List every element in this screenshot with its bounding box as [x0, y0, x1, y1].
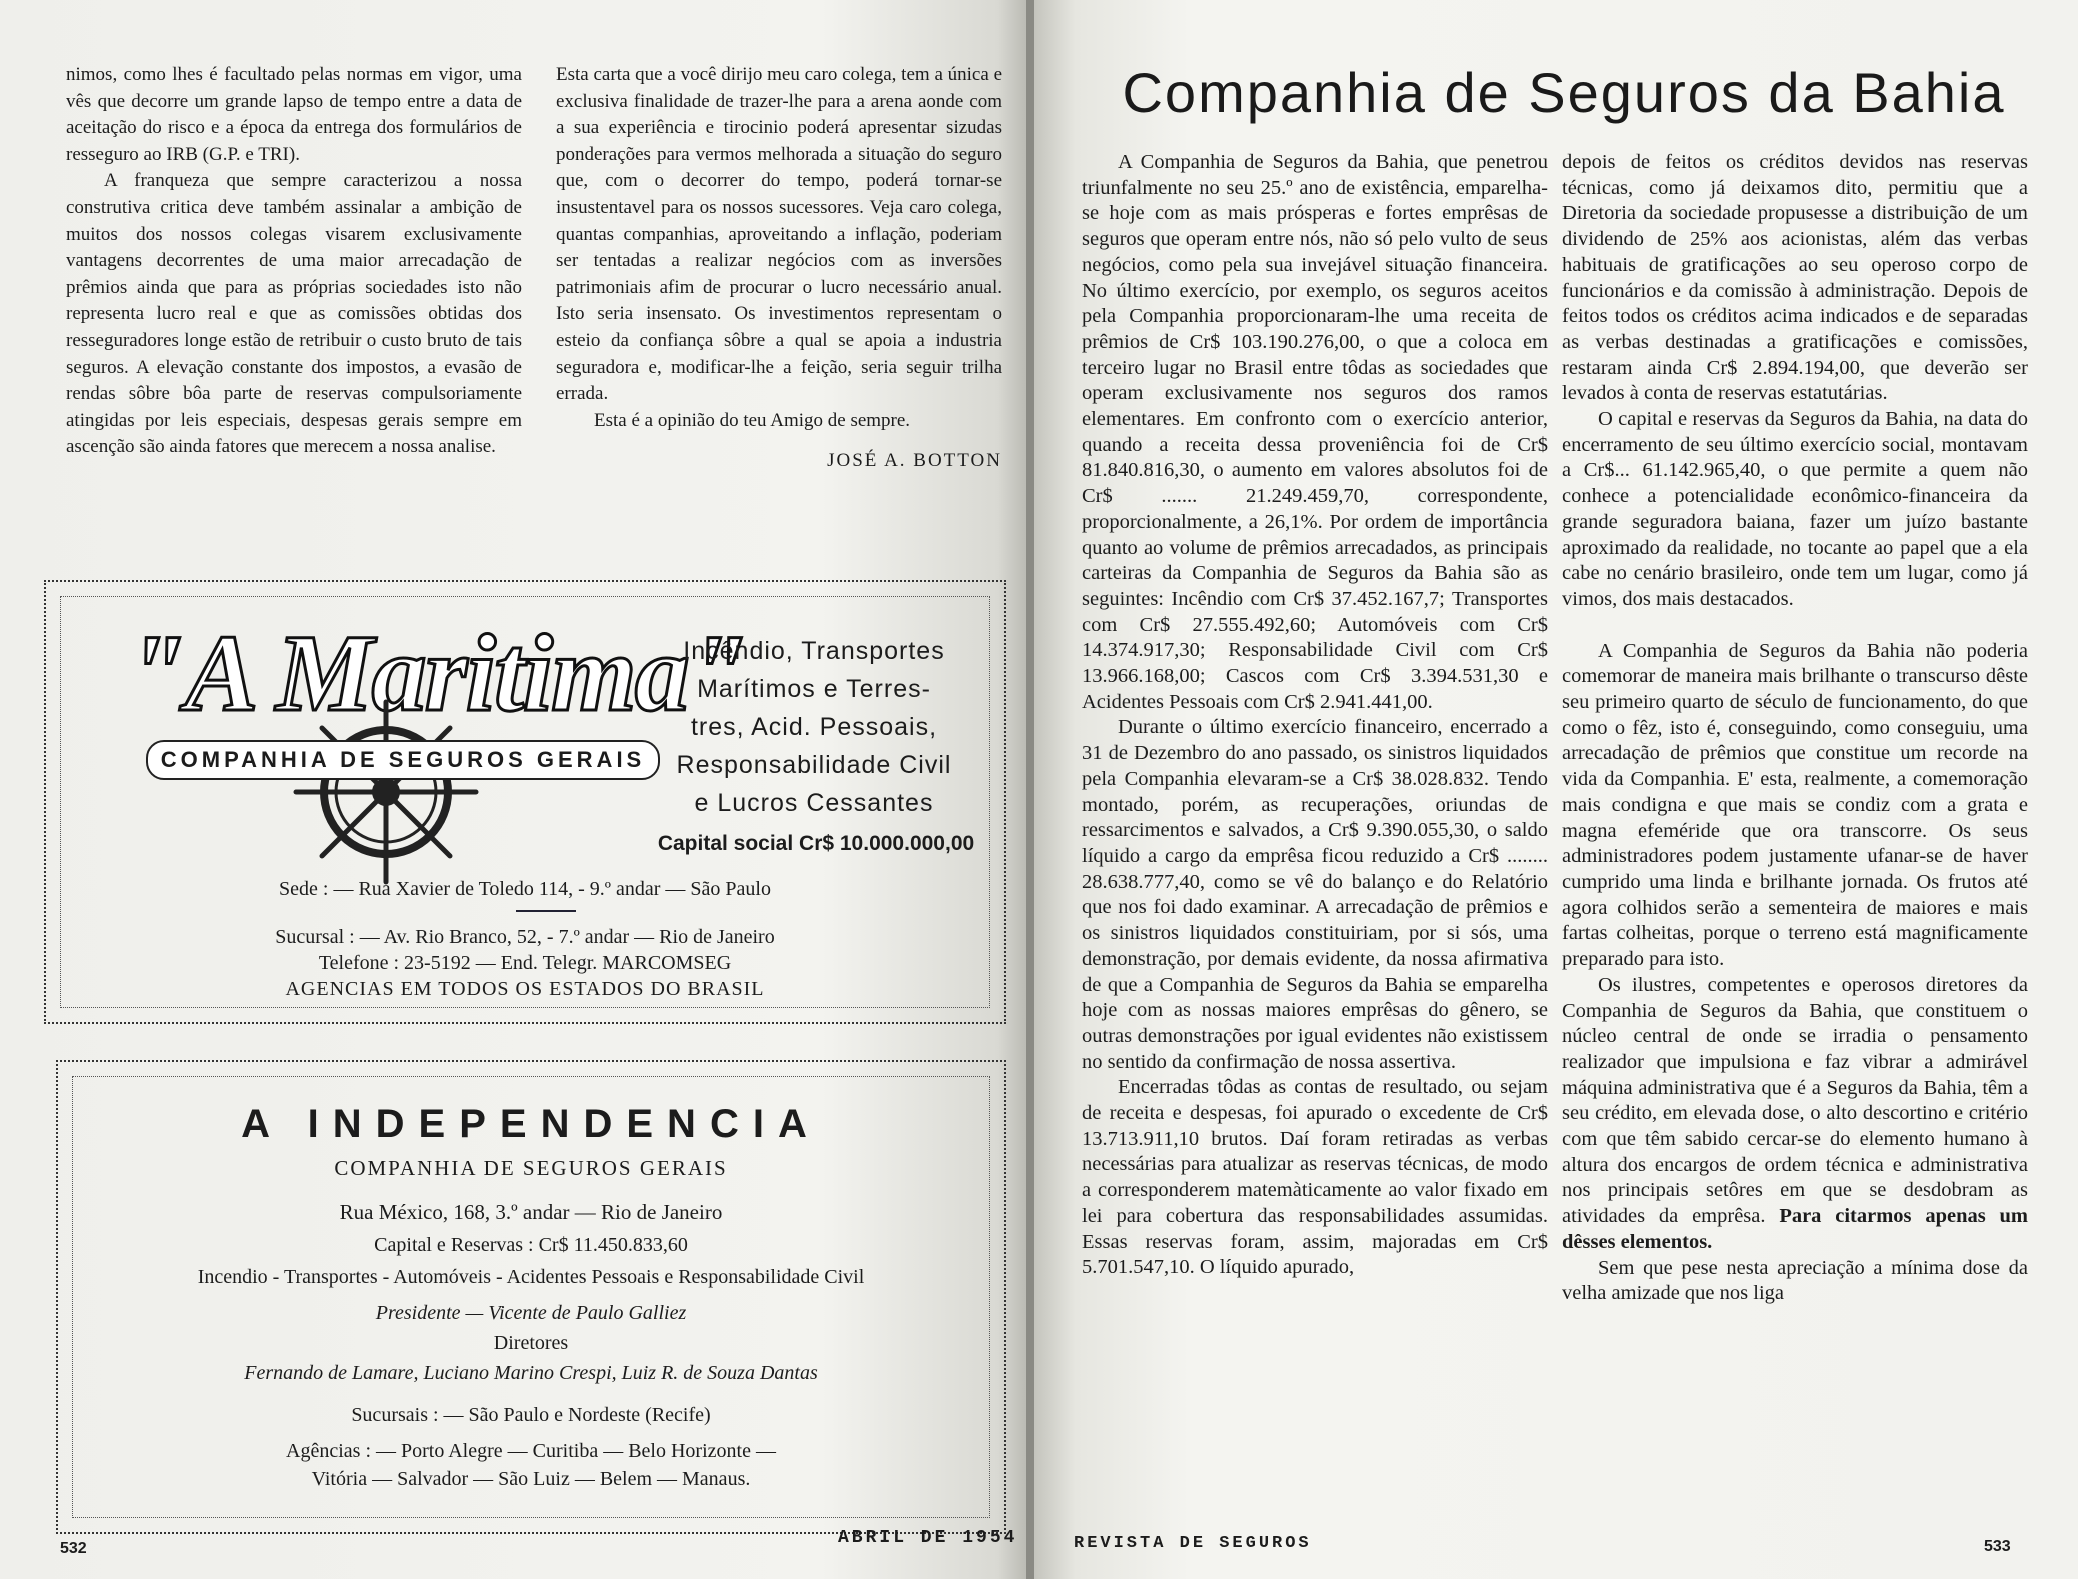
independencia-lines: Incendio - Transportes - Automóveis - Acidentes Pessoais e Responsabilidade Civil [197, 1266, 865, 1288]
paragraph: depois de feitos os créditos devidos nas reservas técnicas, como já deixamos dito, permitiu que a Diretoria da sociedade propusesse a distribuição de um dividendo de 25% aos acionistas, além das verbas habituais de gratificações ao seu operoso corpo de funcionários e da comissão à administração. Depois de feitos todos os créditos acima indicados e de separadas as verbas destinadas a gratificações e comissões, restaram ainda Cr$ 2.894.194,00, que deverão ser levados à conta de reservas estatutárias. [1562, 151, 2028, 405]
page-number: 533 [1984, 1538, 2011, 1555]
independencia-agencias-2: Vitória — Salvador — São Luiz — Belem — Manaus. [311, 1468, 751, 1490]
right-text-column-2 [1562, 150, 2028, 1307]
left-text-column-2 [556, 62, 1002, 475]
paragraph: Esta carta que a você dirijo meu caro colega, tem a única e exclusiva finalidade de trazer-lhe para a arena aonde com a sua experiência e tirocinio poderá apresentar sizudas ponderações para vermos melhorada a situação do seguro que, com o decorrer do tempo, poderá tornar-se insustentavel para os nossos sucessores. Veja caro colega, quantas companhias, aproveitando a inflação, poderiam ser tentadas a realizar negócios com as inversões patrimoniais afim de procurar o lucro necessário anual. Isto seria insensato. Os investimentos representam o esteio da confiança sôbre a qual se apoia a industria seguradora e, modificar-lhe a feição, seria seguir trilha errada. [556, 64, 1002, 405]
page-number: 532 [60, 1540, 87, 1557]
right-page [1034, 0, 2078, 1579]
paragraph: A Companhia de Seguros da Bahia, que penetrou triunfalmente no seu 25.º ano de existência, emparelha-se hoje com as mais prósperas e fortes emprêsas de seguros que operam entre nós, não só pelo vulto de seus negócios, como pela sua invejável situação financeira. No último exercício, por exemplo, os seguros aceitos pela Companhia proporcionaram-lhe uma receita de prêmios de Cr$ 103.190.276,00, o que a coloca em terceiro lugar no Brasil entre tôdas as sociedades que operam exclusivamente nos seguros dos ramos elementares. Em confronto com o exercício anterior, quando a receita dessa proveniência foi de Cr$ 81.840.816,30, o aumento em valores absolutos foi de Cr$ ....... 21.249.459,70, correspondente, proporcionalmente, a 26,1%. Por ordem de importância quanto ao volume de prêmios arrecadados, as principais carteiras da Companhia de Seguros da Bahia são as seguintes: Incêndio com Cr$ 37.452.167,7; Transportes com Cr$ 27.555.492,60; Automóveis com Cr$ 14.374.917,30; Responsabilidade Civil com Cr$ 13.966.168,00; Cascos com Cr$ 3.394.531,30 e Acidentes Pessoais com Cr$ 2.941.441,00. [1082, 151, 1548, 713]
business-line: Marítimos e Terres- [697, 675, 931, 703]
bold-phrase: Para citarmos apenas um dêsses elementos. [1562, 1205, 2028, 1253]
business-line: tres, Acid. Pessoais, [690, 713, 938, 741]
business-line: e Lucros Cessantes [694, 789, 934, 817]
maritima-logo: "A Maritima" [126, 612, 747, 734]
business-line: Responsabilidade Civil [676, 751, 952, 779]
independencia-sucursais: Sucursais : — São Paulo e Nordeste (Recife) [351, 1404, 711, 1426]
paragraph-text: Os ilustres, competentes e operosos diretores da Companhia de Seguros da Bahia, que constituem o núcleo central de onde se irradia o pensamento realizador que impulsiona e faz vibrar a admirável máquina administrativa que é a Seguros da Bahia, têm a seu crédito, em elevada dose, o alto descortino e critério com que têm sabido cercar-se do elemento humano à altura dos encargos de ordem técnica e administrativa nos principais setôres em que se desdobram as atividades da emprêsa. [1562, 973, 2028, 1228]
independencia-diretores-label: Diretores [493, 1332, 569, 1354]
paragraph: A franqueza que sempre caracterizou a nossa construtiva critica deve também assinalar a ambição de muitos dos nossos colegas visarem exclusivamente vantagens decorrentes de uma maior arrecadação de prêmios ainda que para as próprias sociedades isto não representa lucro real e que as comissões obtidas dos resseguradores longe estão de retribuir o custo bruto de tais seguros. A elevação constante dos impostos, a evasão de rendas sôbre bôa parte de reservas compulsoriamente atingidas por leis especiais, despesas gerais sempre em ascenção são ainda fatores que merecem a nossa analise. [66, 170, 522, 458]
independencia-address: Rua México, 168, 3.º andar — Rio de Janeiro [339, 1200, 723, 1224]
independencia-name: A INDEPENDENCIA [241, 1102, 821, 1146]
left-text-column-1 [66, 62, 522, 461]
paragraph: A Companhia de Seguros da Bahia não poderia comemorar de maneira mais brilhante o transcurso dêste seu primeiro quarto de século de funcionamento, do que como o fêz, isto é, conseguindo, como conseguiu, uma arrecadação de prêmios que constitue um recorde na vida da Companhia. E' esta, realmente, a comemoração mais condigna e que mais se condiz com a grata e magna efeméride que ora transcorre. Os seus administradores podem justamente ufanar-se de haver cumprido uma linda e brilhante jornada. Os frutos até agora colhidos serão a sementeira de maiores e mais fartas colheitas, porque o terreno está magnificamente preparado para isto. [1562, 639, 2028, 971]
article-title: Companhia de Seguros da Bahia [1122, 61, 2006, 124]
footer-date: ABRIL DE 1954 [838, 1528, 1018, 1548]
maritima-telefone: Telefone : 23-5192 — End. Telegr. MARCOMSEG [318, 952, 732, 974]
paragraph: Esta é a opinião do teu Amigo de sempre. [594, 409, 911, 431]
paragraph: O capital e reservas da Seguros da Bahia, na data do encerramento de seu último exercício social, montavam a Cr$... 61.142.965,40, o que permite a quem não conhece a potencialidade econômico-financeira da grande seguradora baiana, fazer um juízo bastante aproximado da realidade, no tocante ao papel que a ela cabe no cenário brasileiro, onde tem um lugar, como já vimos, dos mais destacados. [1562, 408, 2028, 610]
paragraph: Sem que pese nesta apreciação a mínima dose da velha amizade que nos liga [1562, 1256, 2028, 1305]
maritima-capital: Capital social Cr$ 10.000.000,00 [657, 832, 975, 855]
ad-a-maritima [44, 580, 1006, 1024]
ad-a-independencia [56, 1060, 1006, 1534]
independencia-capital: Capital e Reservas : Cr$ 11.450.833,60 [374, 1234, 688, 1256]
left-page [0, 0, 1028, 1579]
ship-wheel-icon [286, 692, 486, 892]
footer-magazine: REVISTA DE SEGUROS [1074, 1534, 1312, 1553]
paragraph: nimos, como lhes é facultado pelas normas em vigor, uma vês que decorre um grande lapso de tempo entre a data de aceitação do risco e a época da entrega dos formulários de resseguro ao IRB (G.P. e TRI). [66, 64, 522, 165]
maritima-agencias: AGENCIAS EM TODOS OS ESTADOS DO BRASIL [285, 978, 765, 1000]
paragraph [1562, 973, 2028, 1256]
maritima-lines-of-business [644, 632, 984, 822]
business-line: Incêndio, Transportes [683, 637, 945, 665]
independencia-agencias-1: Agências : — Porto Alegre — Curitiba — Belo Horizonte — [286, 1440, 776, 1462]
paragraph: Encerradas tôdas as contas de resultado, ou sejam de receita e despesas, foi apurado o excedente de Cr$ 13.713.911,10 brutos. Daí foram retiradas as verbas necessárias para atualizar as reservas técnicas, de modo a corresponderem matemàticamente ao valor fixado em lei para cobertura das responsabilidades assumidas. Essas reservas foram, assim, majoradas em Cr$ 5.701.547,10. O líquido apurado, [1082, 1076, 1548, 1279]
independencia-presidente: Presidente — Vicente de Paulo Galliez [375, 1302, 687, 1324]
maritima-sede: Sede : — Rua Xavier de Toledo 114, - 9.º andar — São Paulo [279, 878, 771, 900]
independencia-subtitle: COMPANHIA DE SEGUROS GERAIS [334, 1156, 728, 1180]
divider [516, 910, 576, 912]
independencia-diretores: Fernando de Lamare, Luciano Marino Crespi, Luiz R. de Souza Dantas [244, 1362, 818, 1384]
right-text-column-1 [1082, 150, 1548, 1281]
maritima-sucursal: Sucursal : — Av. Rio Branco, 52, - 7.º andar — Rio de Janeiro [275, 926, 775, 948]
paragraph: Durante o último exercício financeiro, encerrado a 31 de Dezembro do ano passado, os sinistros liquidados pela Companhia elevaram-se a Cr$ 38.028.832. Tendo montado, porém, as recuperações, oriundas de ressarcimentos e salvados, a Cr$ 9.390.055,30, o saldo líquido a cargo da emprêsa ficou reduzido a Cr$ ........ 28.638.777,40, como se vê do balanço e do Relatório que nos foi dado examinar. A arrecadação de prêmios e os sinistros liquidados constituiriam, por si sós, uma demonstração, por demais evidente, da nossa afirmativa de que a Companhia de Seguros da Bahia se emparelha hoje com as nossas maiores emprêsas do gênero, se outras demonstrações por igual evidentes não existissem no sentido da confirmação de nossa assertiva. [1082, 716, 1548, 1073]
maritima-banner: COMPANHIA DE SEGUROS GERAIS [146, 740, 660, 780]
signature: JOSÉ A. BOTTON [827, 450, 1002, 472]
